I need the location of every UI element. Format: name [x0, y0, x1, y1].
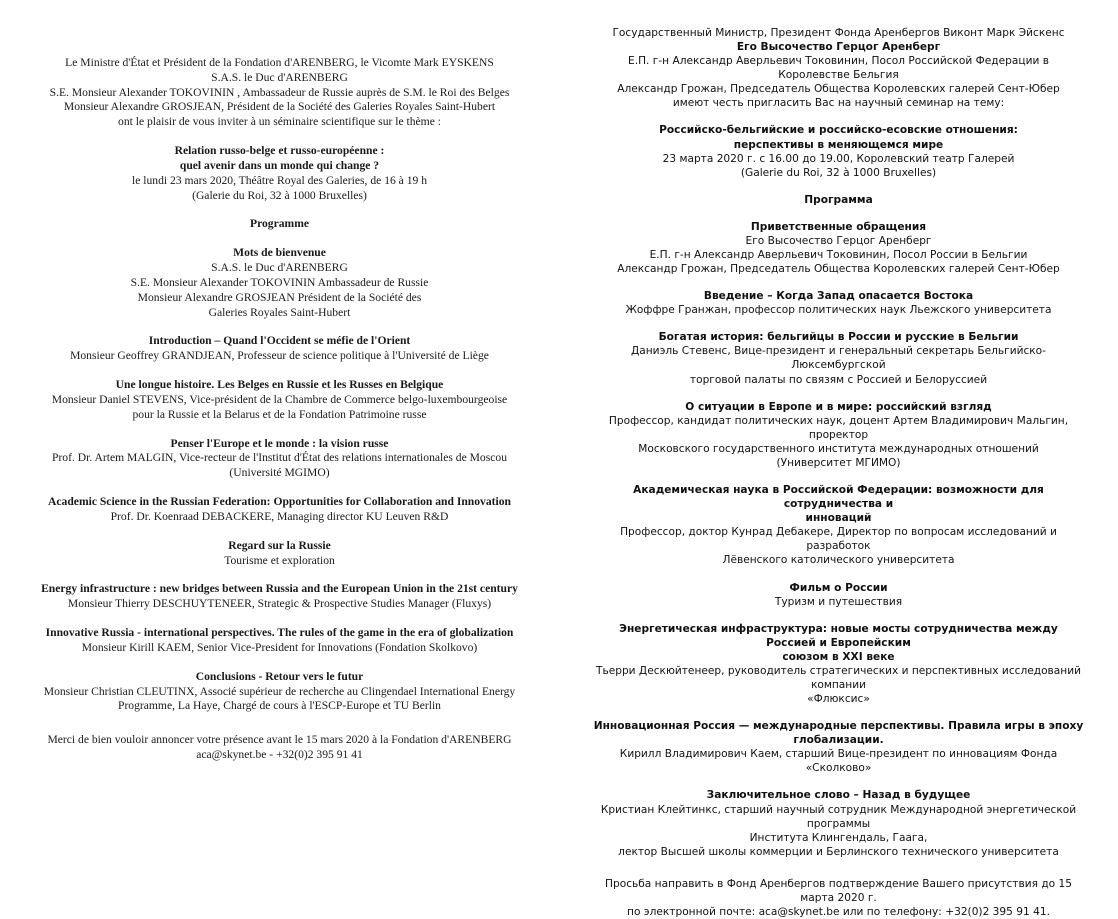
talk-item [593, 622, 1084, 706]
theme-date: 23 марта 2020 г. с 16.00 до 19.00, Королевский театр Галерей [662, 152, 1015, 165]
welcome-line: Galeries Royales Saint-Hubert [208, 305, 351, 319]
russian-welcome-block [593, 220, 1084, 276]
talk-speaker: лектор Высшей школы коммерции и Берлинского технического университета [618, 845, 1059, 858]
talk-item [30, 582, 529, 612]
talk-speaker: Кирилл Владимирович Каем, старший Вице-президент по инновациям Фонда «Сколково» [619, 748, 1058, 775]
talk-title: Инновационная Россия — международные перспективы. Правила игры в эпоху глобализации. [593, 720, 1084, 747]
rsvp-line: Просьба направить в Фонд Аренбергов подтверждение Вашего присутствия до 15 марта 2020 г. [605, 877, 1072, 904]
invite-line: Государственный Министр, Президент Фонда Аренбергов Виконт Марк Эйскенс [612, 27, 1065, 39]
welcome-line: Е.П. г-н Александр Аверльевич Токовинин, Посол России в Бельгии [649, 249, 1028, 262]
talk-item [30, 670, 529, 714]
talk-speaker: Monsieur Christian CLEUTINX, Associé supérieur de recherche au Clingendael International Energy [43, 684, 516, 698]
talk-speaker: Московского государственного института международных отношений [638, 442, 1039, 455]
talk-title: Conclusions - Retour vers le futur [195, 669, 364, 683]
talk-item [593, 400, 1084, 470]
talk-speaker: Monsieur Daniel STEVENS, Vice-président de la Chambre de Commerce belgo-luxembourgeoise [51, 392, 508, 406]
talk-title: Penser l'Europe et le monde : la vision russe [170, 436, 389, 450]
french-welcome-block [30, 246, 529, 320]
talk-title: Академическая наука в Российской Федерации: возможности для сотрудничества и [633, 484, 1044, 511]
talk-speaker: Жоффре Гранжан, профессор политических наук Льежского университета [625, 304, 1052, 317]
talk-speaker: Института Клингендаль, Гаага, [749, 831, 928, 844]
talk-speaker: Tourisme et exploration [224, 553, 335, 567]
russian-invitation-header [593, 26, 1084, 110]
talk-speaker: Лёвенского католического университета [722, 554, 955, 567]
talk-speaker: Тьерри Дескюйтенеер, руководитель стратегических и перспективных исследований компании [596, 664, 1081, 691]
talk-speaker: Туризм и путешествия [774, 595, 903, 608]
programme-title: Программа [804, 193, 873, 206]
talk-speaker: Prof. Dr. Koenraad DEBACKERE, Managing director KU Leuven R&D [110, 509, 449, 523]
french-column [0, 0, 559, 790]
invite-line: Е.П. г-н Александр Аверльевич Токовинин, Посол Российской Федерации в Королевстве Бельгия [628, 55, 1049, 82]
talk-speaker: Prof. Dr. Artem MALGIN, Vice-recteur de l'Institut d'État des relations internationales de Moscou [52, 451, 507, 465]
invite-line: Monsieur Alexandre GROSJEAN, Président de la Société des Galeries Royales Saint-Hubert [63, 100, 496, 114]
invite-line: ont le plaisir de vous inviter à un séminaire scientifique sur le thème : [118, 115, 441, 129]
invite-line: Александр Грожан, Председатель Общества Королевских галерей Сент-Юбер [617, 83, 1060, 96]
invite-line: имеют честь пригласить Вас на научный семинар на тему: [672, 97, 1005, 110]
talk-item [30, 437, 529, 481]
talk-title: инноваций [805, 512, 872, 525]
talk-title: Academic Science in the Russian Federation: Opportunities for Collaboration and Innovation [48, 495, 511, 509]
french-invitation-header [30, 56, 529, 130]
talk-title: Regard sur la Russie [228, 538, 331, 552]
welcome-line: S.A.S. le Duc d'ARENBERG [211, 261, 348, 275]
talk-title: Богатая история: бельгийцы в России и русские в Бельгии [658, 331, 1019, 344]
talk-item [593, 788, 1084, 858]
talk-item [30, 539, 529, 569]
talk-title: Energy infrastructure : new bridges between Russia and the European Union in the 21st century [41, 582, 518, 596]
talk-speaker: Профессор, кандидат политических наук, доцент Артем Владимирович Мальгин, проректор [608, 414, 1069, 441]
french-rsvp [30, 733, 529, 763]
talk-item [593, 289, 1084, 317]
talk-item [593, 581, 1084, 609]
talk-speaker: Monsieur Kirill KAEM, Senior Vice-President for Innovations (Fondation Skolkovo) [81, 640, 478, 654]
talk-item [593, 483, 1084, 567]
talk-speaker: Monsieur Thierry DESCHUYTENEER, Strategic & Prospective Studies Manager (Fluxys) [67, 597, 492, 611]
talk-speaker: Профессор, доктор Кунрад Дебакере, Директор по вопросам исследований и разработок [620, 526, 1057, 553]
talk-speaker: Даниэль Стевенс, Вице-президент и генеральный секретарь Бельгийско-Люксембургской [630, 345, 1046, 372]
french-seminar-theme [30, 144, 529, 203]
talk-item [30, 495, 529, 525]
invite-line: S.A.S. le Duc d'ARENBERG [211, 70, 348, 84]
welcome-title: Приветственные обращения [750, 220, 927, 233]
talk-item [593, 719, 1084, 775]
talk-speaker: (Университет МГИМО) [776, 456, 901, 469]
theme-date: le lundi 23 mars 2020, Théâtre Royal des Galeries, de 16 à 19 h [131, 173, 428, 187]
rsvp-contact[interactable]: по электронной почте: aca@skynet.be или по телефону: +32(0)2 395 91 41. [627, 905, 1050, 918]
talk-speaker: pour la Russie et la Belarus et de la Fondation Patrimoine russe [132, 407, 427, 421]
talk-title: Введение – Когда Запад опасается Востока [703, 290, 974, 303]
russian-column [559, 0, 1118, 918]
talk-item [593, 330, 1084, 386]
theme-venue: (Galerie du Roi, 32 à 1000 Bruxelles) [192, 188, 367, 202]
talk-title: Энергетическая инфраструктура: новые мосты сотрудничества между Россией и Европейским [619, 622, 1058, 649]
theme-line-1: Российско-бельгийские и российско-есовские отношения: [659, 124, 1018, 137]
talk-speaker: Кристиан Клейтинкс, старший научный сотрудник Международной энергетической программы [600, 803, 1077, 830]
talk-title: Une longue histoire. Les Belges en Russie et les Russes en Belgique [115, 378, 444, 392]
talk-speaker: Programme, La Haye, Chargé de cours à l'ESCP-Europe et TU Berlin [118, 699, 441, 713]
programme-title: Programme [249, 217, 310, 231]
talk-title: Introduction – Quand l'Occident se méfie de l'Orient [148, 334, 411, 348]
rsvp-line: Merci de bien vouloir annoncer votre présence avant le 15 mars 2020 à la Fondation d'ARENBERG [47, 733, 512, 747]
talk-speaker: торговой палаты по связям с Россией и Белоруссией [689, 373, 988, 386]
talk-speaker: «Флюксис» [807, 693, 870, 706]
invite-line: S.E. Monsieur Alexander TOKOVININ , Ambassadeur de Russie auprès de S.M. le Roi des Belges [49, 85, 510, 99]
theme-line-2: перспективы в меняющемся мире [733, 138, 944, 151]
rsvp-contact[interactable]: aca@skynet.be - +32(0)2 395 91 41 [196, 747, 363, 761]
talk-title: Innovative Russia - international perspectives. The rules of the game in the era of globalization [45, 626, 514, 640]
talk-item [30, 334, 529, 364]
invite-line: Его Высочество Герцог Аренберг [736, 41, 941, 54]
talk-speaker: Monsieur Geoffrey GRANDJEAN, Professeur de science politique à l'Université de Liège [70, 349, 489, 363]
russian-seminar-theme [593, 123, 1084, 179]
talk-item [30, 378, 529, 422]
welcome-line: Monsieur Alexandre GROSJEAN Président de la Société des [137, 290, 422, 304]
talk-title: союзом в XXI веке [782, 650, 895, 663]
talk-item [30, 626, 529, 656]
theme-line-2: quel avenir dans un monde qui change ? [179, 158, 380, 172]
talk-title: Фильм о России [789, 581, 888, 594]
theme-line-1: Relation russo-belge et russo-européenne : [174, 144, 385, 158]
welcome-line: Александр Грожан, Председатель Общества Королевских галерей Сент-Юбер [617, 263, 1060, 276]
welcome-line: S.E. Monsieur Alexander TOKOVININ Ambassadeur de Russie [130, 275, 429, 289]
invite-line: Le Ministre d'État et Président de la Fondation d'ARENBERG, le Vicomte Mark EYSKENS [65, 56, 494, 69]
welcome-title: Mots de bienvenue [233, 246, 326, 260]
theme-venue: (Galerie du Roi, 32 à 1000 Bruxelles) [740, 166, 937, 179]
russian-rsvp [593, 877, 1084, 919]
talk-title: О ситуации в Европе и в мире: российский взгляд [685, 400, 992, 413]
talk-title: Заключительное слово – Назад в будущее [706, 789, 971, 802]
welcome-line: Его Высочество Герцог Аренберг [745, 234, 932, 247]
talk-speaker: (Université MGIMO) [229, 466, 330, 480]
